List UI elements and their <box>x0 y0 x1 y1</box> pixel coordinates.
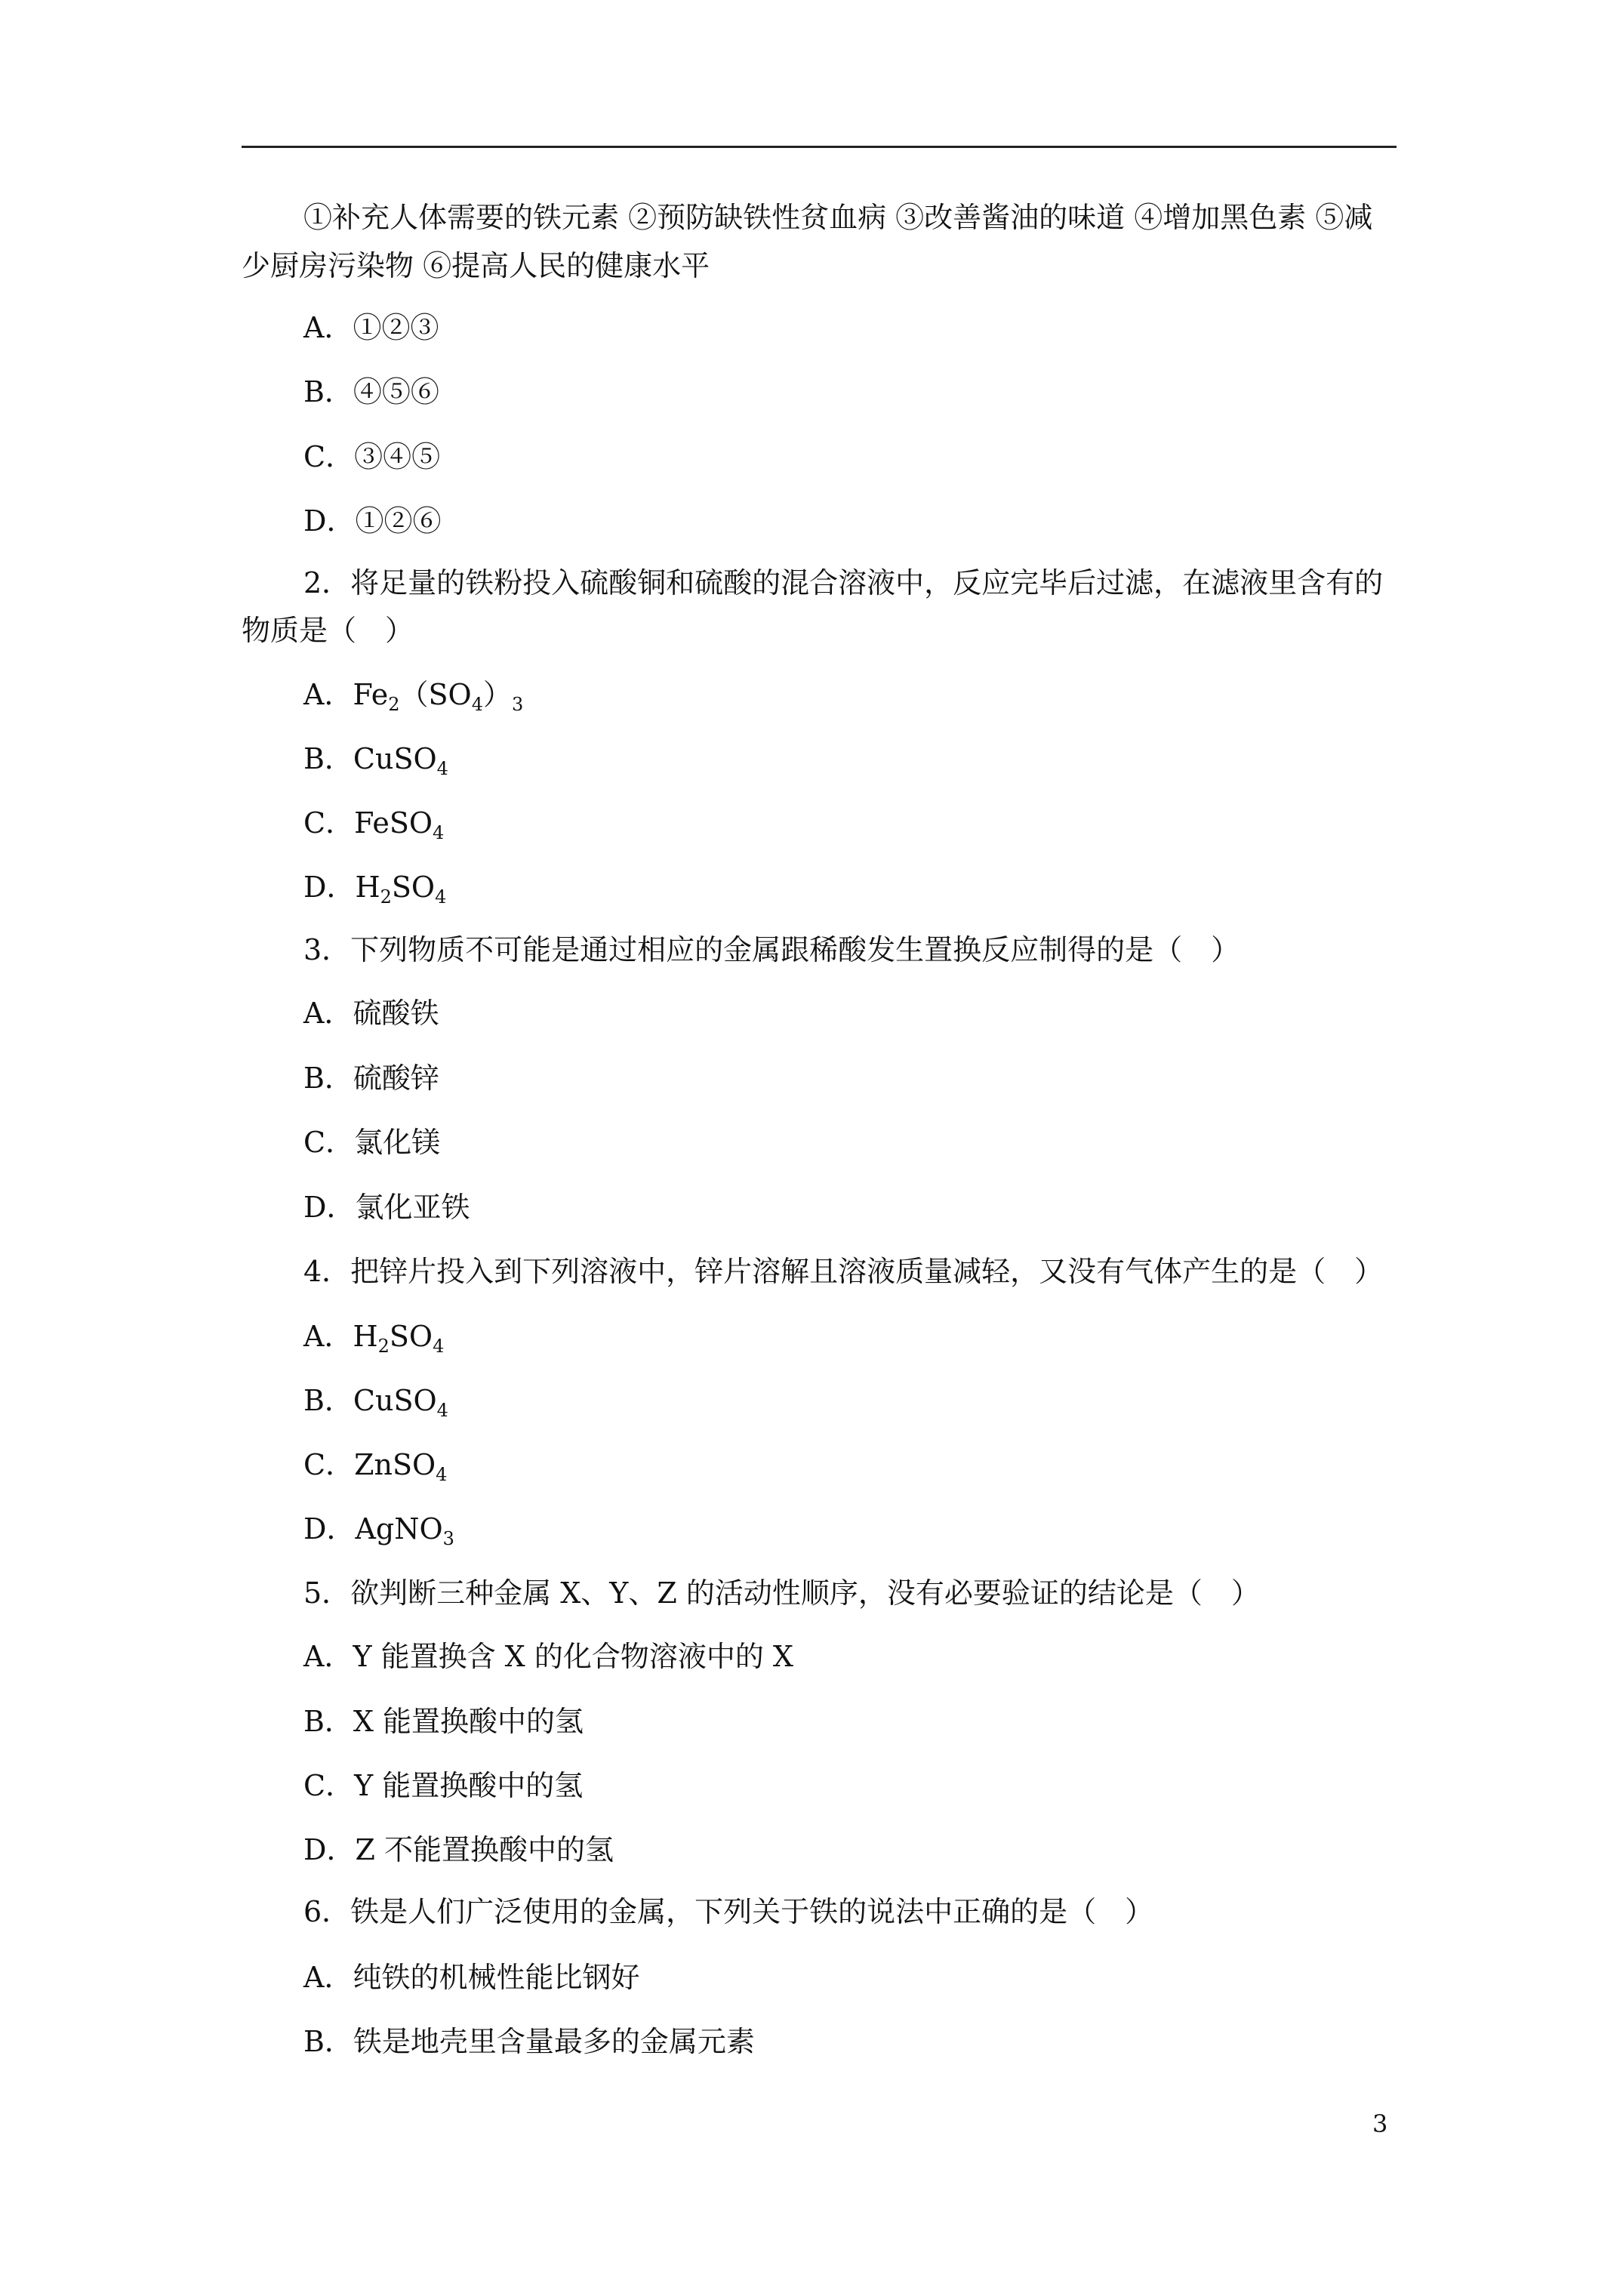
q2-option-a: A．$Fe_2(SO_4)_3$ <box>303 678 524 715</box>
q4-option-b: B．CuSO$_4$ <box>303 1384 448 1421</box>
q2-option-b: B．CuSO$_4$ <box>303 742 448 779</box>
q5-option-c: C．Y 能置换酸中的氢 <box>303 1769 584 1802</box>
q3-option-c: C．氯化镁 <box>303 1126 441 1159</box>
q1-option-a: A．①②③ <box>303 311 439 344</box>
q5-option-d: D．Z 不能置换酸中的氢 <box>303 1833 614 1866</box>
q5-option-a: A．Y 能置换含 X 的化合物溶液中的 X <box>303 1640 793 1673</box>
q1-items-line2: 少厨房污染物 ⑥提高人民的健康水平 <box>242 249 710 282</box>
q1-items-line1: ①补充人体需要的铁元素 ②预防缺铁性贫血病 ③改善酱油的味道 ④增加黑色素 ⑤减 <box>303 201 1373 234</box>
q2-option-c: C．FeSO$_4$ <box>303 806 445 843</box>
q3-stem: 3．下列物质不可能是通过相应的金属跟稀酸发生置换反应制得的是（ ） <box>303 933 1240 966</box>
q3-option-b: B．硫酸锌 <box>303 1062 439 1095</box>
q4-option-d: D．AgNO$_3$ <box>303 1512 454 1549</box>
header-rule <box>242 146 1397 148</box>
q5-stem: 5．欲判断三种金属 X、Y、Z 的活动性顺序，没有必要验证的结论是（ ） <box>303 1576 1260 1610</box>
q6-option-b: B．铁是地壳里含量最多的金属元素 <box>303 2025 755 2058</box>
q4-option-c: C．ZnSO$_4$ <box>303 1448 448 1485</box>
q6-option-a: A．纯铁的机械性能比钢好 <box>303 1961 640 1994</box>
q5-option-b: B．X 能置换酸中的氢 <box>303 1705 584 1738</box>
q2-stem-line1: 2．将足量的铁粉投入硫酸铜和硫酸的混合溶液中，反应完毕后过滤，在滤液里含有的 <box>303 566 1384 599</box>
q4-stem: 4．把锌片投入到下列溶液中，锌片溶解且溶液质量减轻，又没有气体产生的是（ ） <box>303 1255 1384 1288</box>
page-number: 3 <box>1372 2110 1388 2138</box>
q1-option-b: B．④⑤⑥ <box>303 375 439 408</box>
q2-option-d: D．$H_2SO_4$ <box>303 871 447 908</box>
q1-option-d: D．①②⑥ <box>303 504 442 538</box>
q2-stem-line2: 物质是（ ） <box>242 614 414 647</box>
q4-option-a: A．$H_2SO_4$ <box>303 1320 445 1357</box>
q6-stem: 6．铁是人们广泛使用的金属，下列关于铁的说法中正确的是（ ） <box>303 1895 1154 1928</box>
q1-option-c: C．③④⑤ <box>303 440 441 473</box>
q3-option-a: A．硫酸铁 <box>303 997 439 1030</box>
q3-option-d: D．氯化亚铁 <box>303 1191 470 1224</box>
